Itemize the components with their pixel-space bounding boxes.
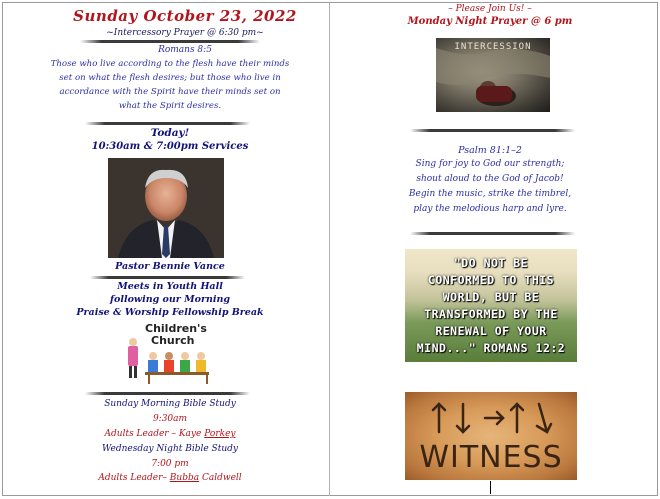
psalm-line: shout aloud to the God of Jacob! bbox=[416, 174, 564, 184]
psalm-line: Sing for joy to God our strength; bbox=[415, 159, 565, 169]
youth-hall-line: following our Morning bbox=[109, 294, 231, 305]
schedule-adult-leader-2 bbox=[40, 473, 300, 483]
quote-text bbox=[405, 255, 577, 357]
witness-word: WITNESS bbox=[419, 440, 563, 475]
quote-line: RENEWAL OF YOUR bbox=[435, 324, 547, 338]
logo-text-church: Church bbox=[151, 334, 195, 347]
quote-line: MIND..." ROMANS 12:2 bbox=[416, 341, 566, 355]
schedule-sunday: Sunday Morning Bible Study bbox=[104, 399, 236, 409]
quote-line: "DO NOT BE bbox=[453, 256, 529, 270]
youth-hall-line: Meets in Youth Hall bbox=[117, 281, 223, 292]
divider bbox=[90, 276, 245, 279]
divider bbox=[410, 232, 575, 235]
youth-hall-line: Praise & Worship Fellowship Break bbox=[76, 307, 264, 318]
scripture-line: Those who live according to the flesh have their minds bbox=[50, 59, 290, 69]
join-us: – Please Join Us! – bbox=[448, 4, 532, 14]
witness-image bbox=[405, 392, 577, 480]
psalm-line: play the melodious harp and lyre. bbox=[413, 204, 567, 214]
schedule-adult-leader-1 bbox=[40, 429, 300, 439]
psalm-line: Begin the music, strike the timbrel, bbox=[408, 189, 572, 199]
schedule-wednesday-time: 7:00 pm bbox=[151, 459, 189, 469]
childrens-church-logo bbox=[123, 320, 213, 386]
scripture-ref: Romans 8:5 bbox=[158, 45, 212, 55]
schedule-wednesday: Wednesday Night Bible Study bbox=[102, 444, 238, 454]
scripture-line: what the Spirit desires. bbox=[118, 101, 222, 111]
leader-surname: Caldwell bbox=[199, 473, 242, 483]
leader-name: Bubba bbox=[169, 473, 200, 483]
scripture-line: set on what the flesh desires; but those who live in bbox=[59, 73, 281, 83]
leader-label: Adults Leader– bbox=[98, 473, 170, 483]
pastor-caption: Pastor Bennie Vance bbox=[115, 261, 225, 272]
intercession-image bbox=[436, 38, 550, 112]
pastor-photo bbox=[108, 158, 224, 258]
romans-quote-image bbox=[405, 249, 577, 362]
today-heading: Today! bbox=[150, 127, 190, 139]
psalm-ref: Psalm 81:1–2 bbox=[458, 145, 522, 156]
intercession-label: INTERCESSION bbox=[454, 42, 532, 52]
date-title: Sunday October 23, 2022 bbox=[73, 7, 297, 25]
services-times: 10:30am & 7:00pm Services bbox=[91, 141, 249, 152]
scripture-line: accordance with the Spirit have their minds set on bbox=[59, 87, 281, 97]
intercessory-prayer: ~Intercessory Prayer @ 6:30 pm~ bbox=[106, 28, 264, 38]
leader-label: Adults Leader – Kaye bbox=[104, 429, 205, 439]
cursor-caret bbox=[490, 481, 491, 494]
fold-divider bbox=[329, 2, 330, 496]
leader-name: Porkey bbox=[204, 429, 236, 439]
logo-text-childrens: Children's bbox=[145, 322, 207, 335]
divider bbox=[85, 122, 250, 125]
quote-line: CONFORMED TO THIS bbox=[427, 273, 555, 287]
schedule-sunday-time: 9:30am bbox=[152, 414, 188, 424]
divider bbox=[410, 129, 575, 132]
quote-line: WORLD, BUT BE bbox=[442, 290, 540, 304]
quote-line: TRANSFORMED BY THE bbox=[424, 307, 558, 321]
divider bbox=[85, 392, 250, 395]
divider bbox=[80, 40, 260, 43]
monday-prayer: Monday Night Prayer @ 6 pm bbox=[407, 16, 573, 27]
